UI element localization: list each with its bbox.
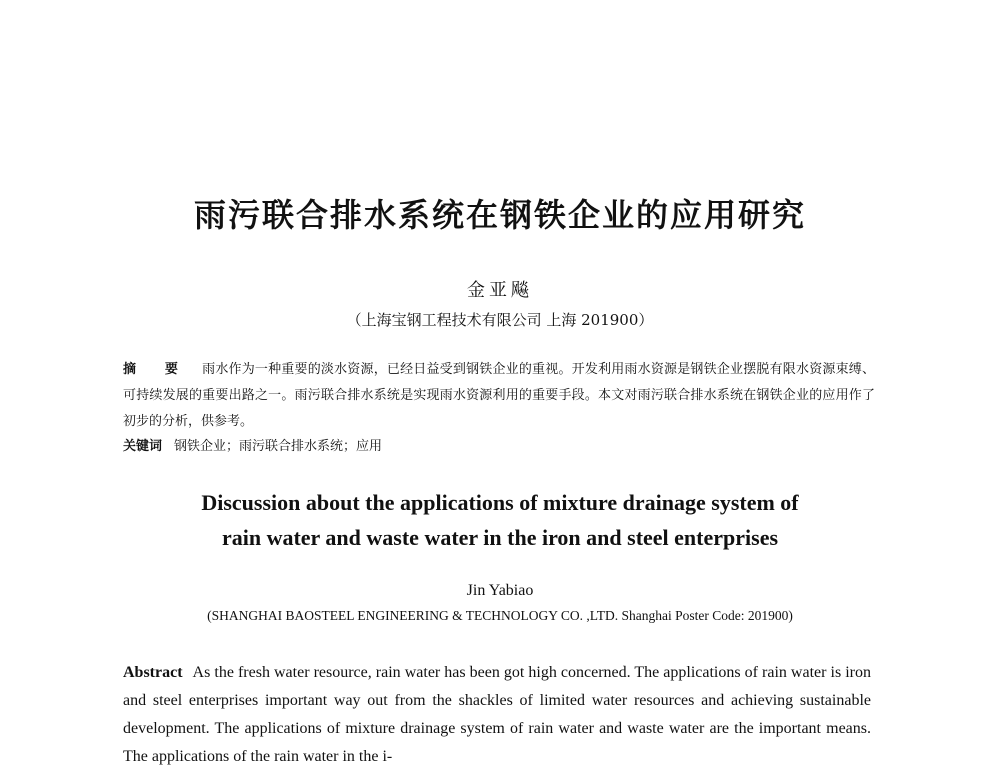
english-title xyxy=(0,485,1000,555)
english-title-line1: Discussion about the applications of mixture drainage system of xyxy=(201,490,799,515)
english-affiliation: (SHANGHAI BAOSTEEL ENGINEERING & TECHNOLOGY CO. ,LTD. Shanghai Poster Code: 201900) xyxy=(207,608,793,623)
english-abstract-text: As the fresh water resource, rain water has been got high concerned. The applications of rain water is iron and steel enterprises important way out from the shackles of limited water resources and achieving sustainable development. The applications of mixture drainage system of rain water and waste water are the important means. The applications of the rain water in the i- xyxy=(123,664,871,765)
english-abstract xyxy=(123,659,871,771)
chinese-keywords-label: 关键词 xyxy=(123,439,163,454)
chinese-affiliation: （上海宝钢工程技术有限公司 上海 201900） xyxy=(346,311,654,329)
chinese-abstract-label: 摘 要 xyxy=(123,362,191,377)
english-title-line2: rain water and waste water in the iron and steel enterprises xyxy=(221,525,779,550)
english-author: Jin Yabiao xyxy=(466,582,534,599)
chinese-abstract xyxy=(123,357,875,435)
chinese-keywords-text: 钢铁企业；雨污联合排水系统；应用 xyxy=(174,439,383,454)
english-abstract-label: Abstract xyxy=(123,664,183,681)
chinese-abstract-text: 雨水作为一种重要的淡水资源，已经日益受到钢铁企业的重视。开发利用雨水资源是钢铁企业摆脱有限水资源束缚、可持续发展的重要出路之一。雨污联合排水系统是实现雨水资源利用的重要手段。本文对雨污联合排水系统在钢铁企业的应用作了初步的分析，供参考。 xyxy=(123,362,875,429)
chinese-title: 雨污联合排水系统在钢铁企业的应用研究 xyxy=(193,196,806,234)
chinese-author: 金亚飚 xyxy=(467,280,533,301)
chinese-keywords xyxy=(123,436,875,458)
